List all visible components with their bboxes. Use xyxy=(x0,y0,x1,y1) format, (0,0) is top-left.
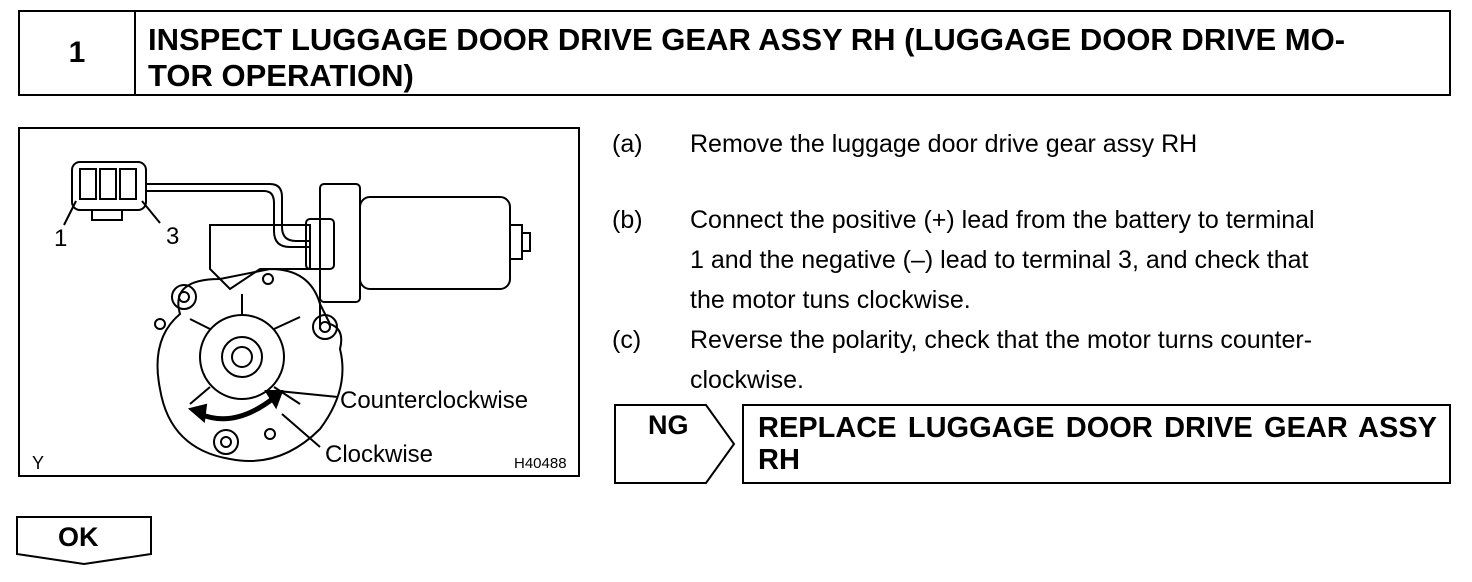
instruction-text: Connect the positive (+) lead from the battery to terminal 1 and the negative (–) lead to terminal 3, and check that the motor tuns clockwise. xyxy=(690,206,1315,314)
step-header xyxy=(18,10,1451,96)
instruction-letter: (a) xyxy=(612,130,643,158)
motor-cylinder xyxy=(360,197,510,289)
terminal-1-label: 1 xyxy=(54,225,68,252)
instruction-text: Remove the luggage door drive gear assy RH xyxy=(690,130,1198,158)
counterclockwise-label: Counterclockwise xyxy=(340,387,529,414)
motor-drawing xyxy=(20,129,578,475)
corner-code: Y xyxy=(32,453,45,473)
clockwise-arrowhead xyxy=(190,405,206,421)
figure-id: H40488 xyxy=(514,455,567,472)
gear-housing xyxy=(158,269,343,461)
rotation-arrow xyxy=(200,397,275,419)
ok-label[interactable]: OK xyxy=(58,522,99,552)
terminal-3-label: 3 xyxy=(166,223,180,250)
instruction-letter: (c) xyxy=(612,326,642,354)
step-title-line-2: TOR OPERATION) xyxy=(148,58,414,93)
instruction-text: Reverse the polarity, check that the motor turns counter- clockwise. xyxy=(690,326,1313,394)
step-title xyxy=(136,12,1449,94)
output-shaft xyxy=(222,337,262,377)
step-title-line-1: INSPECT LUGGAGE DOOR DRIVE GEAR ASSY RH (LUGGAGE DOOR DRIVE MO- xyxy=(148,22,1346,57)
clockwise-label: Clockwise xyxy=(325,441,434,468)
step-number: 1 xyxy=(20,12,136,94)
motor-housing xyxy=(320,184,360,302)
motor-illustration xyxy=(18,127,580,477)
ng-action-box: REPLACE LUGGAGE DOOR DRIVE GEAR ASSY RH xyxy=(742,404,1451,484)
ng-label: NG xyxy=(648,410,689,440)
instruction-letter: (b) xyxy=(612,206,643,234)
